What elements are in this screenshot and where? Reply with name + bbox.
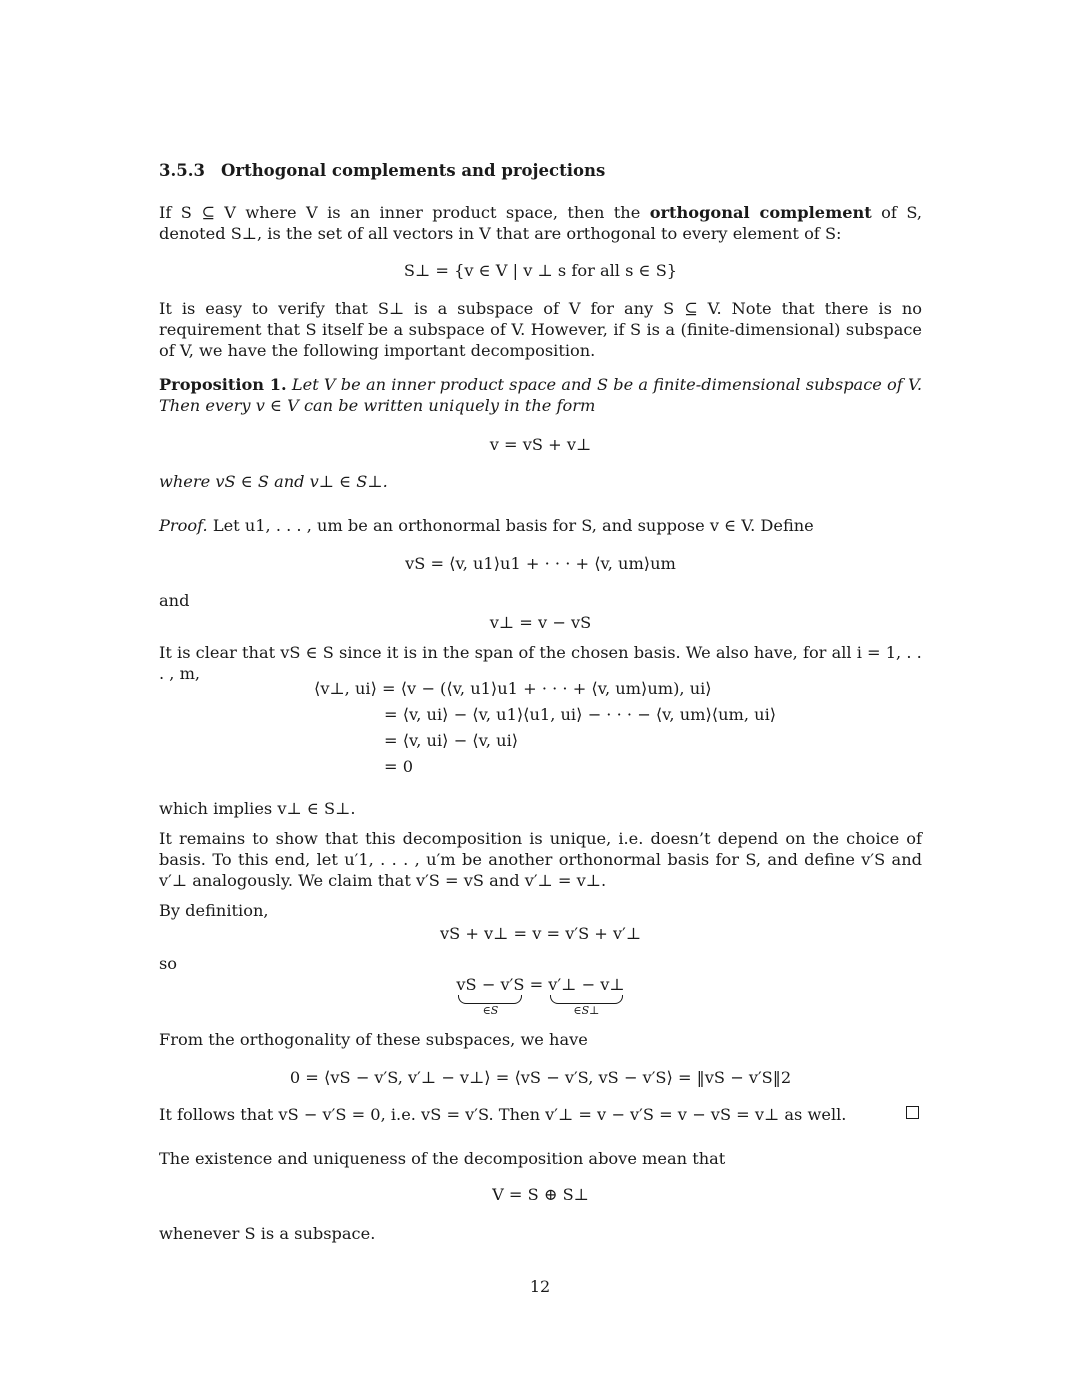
section-heading [159, 160, 922, 181]
proof-intro-text: Let u1, . . . , um be an orthonormal basis for S, and suppose v ∈ V. Define [212, 516, 814, 535]
section-title: Orthogonal complements and projections [221, 161, 606, 180]
equation-complement: S⊥ = {v ∈ V | v ⊥ s for all s ∈ S} [403, 261, 678, 280]
align-row-2: = ⟨v, ui⟩ − ⟨v, u1⟩⟨u1, ui⟩ − · · · − ⟨v, um⟩⟨um, ui⟩ [384, 705, 777, 724]
page-number: 12 [529, 1277, 551, 1296]
equation-orth: 0 = ⟨vS − v′S, v′⊥ − v⊥⟩ = ⟨vS − v′S, vS − v′S⟩ = ‖vS − v′S‖2 [289, 1068, 792, 1087]
proof-intro [159, 515, 922, 536]
proof-bydef: By definition, [159, 901, 269, 920]
equation-vperp: v⊥ = v − vS [489, 613, 592, 632]
proof-and: and [159, 591, 190, 610]
equation-direct-sum: V = S ⊕ S⊥ [492, 1185, 589, 1204]
underbrace-left: vS − v′S ∈S [456, 975, 525, 1017]
proposition-equation: v = vS + v⊥ [489, 435, 592, 454]
proposition-label: Proposition 1. [159, 375, 287, 394]
aligned-derivation [314, 676, 776, 780]
align-row-1: ⟨v⊥, ui⟩ = ⟨v − (⟨v, u1⟩u1 + · · · + ⟨v, um⟩um), ui⟩ [314, 679, 712, 698]
intro-lead: If S ⊆ V where V is an inner product space, then the [159, 203, 641, 222]
align-row-4: = 0 [384, 757, 414, 776]
proof-so: so [159, 954, 178, 973]
section-number: 3.5.3 [159, 161, 205, 180]
proof-clear: It is clear that vS ∈ S since it is in the span of the chosen basis. We also have, for all i = 1, . . . , m, [159, 643, 922, 683]
equation-underbrace [159, 974, 922, 1018]
equation-vS: vS = ⟨v, u1⟩u1 + · · · + ⟨v, um⟩um [405, 554, 676, 573]
intro-paragraph [159, 202, 922, 244]
existence-paragraph: The existence and uniqueness of the decomposition above mean that [159, 1149, 726, 1168]
underbrace-equals: = [529, 975, 544, 994]
proof-orth: From the orthogonality of these subspaces, we have [159, 1030, 588, 1049]
proposition-where: where vS ∈ S and v⊥ ∈ S⊥. [159, 472, 388, 491]
proposition-statement: Let V be an inner product space and S be a finite-dimensional subspace of V. Then every v ∈ V can be written uniquely in the form [159, 375, 922, 415]
intro-tail: of S, denoted S⊥, is the set of all vectors in V that are orthogonal to every element of S: [159, 203, 922, 243]
proof-label: Proof. [159, 516, 208, 535]
intro-term: orthogonal complement [649, 203, 872, 222]
verify-paragraph: It is easy to verify that S⊥ is a subspace of V for any S ⊆ V. Note that there is no requirement that S itself be a subspace of V. However, if S is a (finite-dimensional) subspace of V, we have the following important decomposition. [159, 299, 922, 360]
underbrace-right: v′⊥ − v⊥ ∈S⊥ [548, 975, 625, 1017]
align-row-3: = ⟨v, ui⟩ − ⟨v, ui⟩ [384, 731, 519, 750]
whenever-paragraph: whenever S is a subspace. [159, 1224, 376, 1243]
qed-box-icon [906, 1106, 919, 1119]
proof-follows: It follows that vS − v′S = 0, i.e. vS = v′S. Then v′⊥ = v − v′S = v − vS = v⊥ as well. [159, 1105, 847, 1124]
proof-implies: which implies v⊥ ∈ S⊥. [159, 799, 356, 818]
proposition [159, 374, 922, 416]
equation-bydef: vS + v⊥ = v = v′S + v′⊥ [439, 924, 642, 943]
proof-unique: It remains to show that this decomposition is unique, i.e. doesn’t depend on the choice of basis. To this end, let u′1, . . . , u′m be another orthonormal basis for S, and define v′S and v′⊥ analogously. We claim that v′S = vS and v′⊥ = v⊥. [159, 829, 922, 890]
